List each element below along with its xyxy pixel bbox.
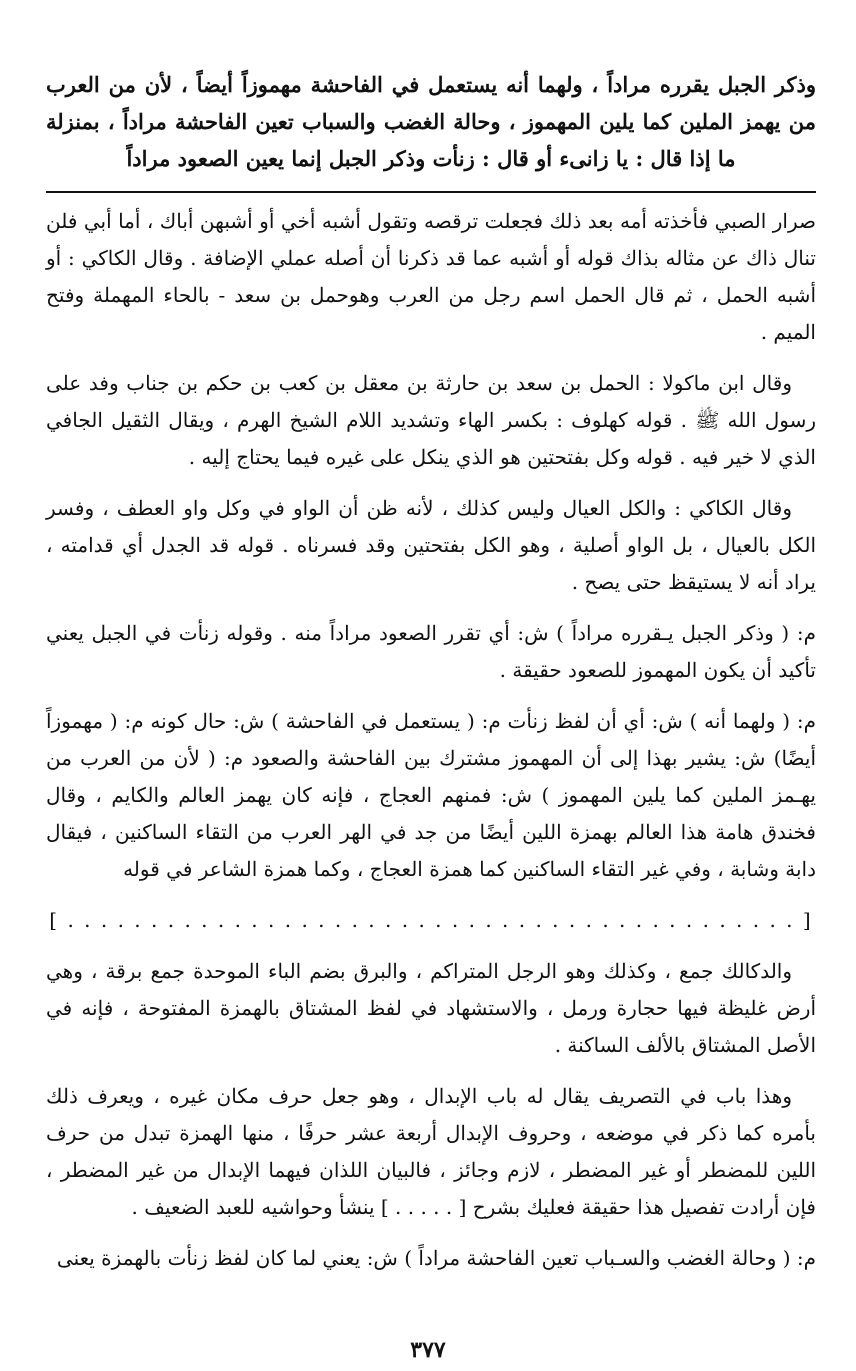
page-body [46,66,816,1291]
page-number: ٣٧٧ [410,1337,446,1363]
sharh-paragraph: وقال الكاكي : والكل العيال وليس كذلك ، لأنه ظن أن الواو في وكل واو العطف ، وفسر الكل بالعيال ، بل الواو أصلية ، وهو الكل بفتحتين وقد فسرناه . قوله قد الجدل أي قدامته ، يراد أنه لا يستيقظ حتى يصح . [46,496,816,594]
sharh-paragraph: م: ( وحالة الغضب والسـباب تعين الفاحشة مراداً ) ش: يعني لما كان لفظ زنأت بالهمزة يعنى [56,1246,816,1270]
sharh-paragraph: وهذا باب في التصريف يقال له باب الإبدال ، وهو جعل حرف مكان غيره ، ويعرف ذلك بأمره كما ذكر في موضعه ، وحروف الإبدال أربعة عشر حرفًا ، منها الهمزة تبدل من حرف اللين للمضطر أو غير المضطر ، لازم وجائز ، فالبيان اللذان فيهما الإبدال من غير المضطر ، فإن أرادت تفصيل هذا حقيقة فعليك بشرح [ . . . . . ] ينشأ وحواشيه للعبد الضعيف . [46,1084,816,1219]
sharh-paragraph: والدكالك جمع ، وكذلك وهو الرجل المتراكم ، والبرق بضم الباء الموحدة جمع برقة ، وهي أرض غليظة فيها حجارة ورمل ، والاستشهاد في لفظ المشتاق بالهمزة المفتوحة ، فإنه في الأصل المشتاق بالألف الساكنة . [46,959,816,1057]
sharh-paragraph: م: ( ولهما أنه ) ش: أي أن لفظ زنأت م: ( يستعمل في الفاحشة ) ش: حال كونه م: ( مهموزاً أيضًا) ش: يشير بهذا إلى أن المهموز مشترك بين الفاحشة والصعود م: ( لأن من العرب من يهـمز الملين كما يلين المهموز ) ش: فمنهم العجاج ، فإنه كان يهمز العالم والكايم ، وقال فخندق هامة هذا العالم بهمزة اللين أيضًا من جد في الهر العرب من التقاء الساكنين ، فيقال دابة وشابة ، وفي غير التقاء الساكنين كما همزة العجاج ، وكما همزة الشاعر في قوله [46,709,816,881]
sharh-paragraph: وقال ابن ماكولا : الحمل بن سعد بن حارثة بن معقل بن كعب بن حكم بن جناب وفد على رسول الله ﷺ . قوله كهلوف : بكسر الهاء وتشديد اللام الشيخ الهرم ، ويقال الثقيل الجافي الذي لا خير فيه . قوله وكل بفتحتين هو الذي ينكل على غيره فيما يحتاج إليه . [46,371,816,469]
matn-block [46,66,816,177]
sharh-paragraph: صرار الصبي فأخذته أمه بعد ذلك فجعلت ترقصه وتقول أشبه أخي أو أشبهن أباك ، أما أبي فلن تنال ذاك عن مثاله بذاك قوله أو أشبه عما قد ذكرنا أن أصله عملي الإضافة . وقال الكاكي : أو أشبه الحمل ، ثم قال الحمل اسم رجل من العرب وهوحمل بن سعد - بالحاء المهملة وفتح الميم . [46,209,816,344]
matn-sharh-divider [46,191,816,193]
sharh-block [46,203,816,1277]
sharh-paragraph: م: ( وذكر الجبل يـقرره مراداً ) ش: أي تقرر الصعود مراداً منه . وقوله زنأت في الجبل يعني تأكيد أن يكون المهموز للصعود حقيقة . [46,621,816,682]
matn-text: وذكر الجبل يقرره مراداً ، ولهما أنه يستعمل في الفاحشة مهموزاً أيضاً ، لأن من العرب من يهمز الملين كما يلين المهموز ، وحالة الغضب والسباب تعين الفاحشة مراداً ، بمنزلة ما إذا قال : يا زانىء أو قال : زنأت وذكر الجبل إنما يعين الصعود مراداً [46,72,816,171]
verse-lacuna: [ . . . . . . . . . . . . . . . . . . . . . . . . . . . . . . . . . . . . . . . . . . . . ] [49,908,813,932]
